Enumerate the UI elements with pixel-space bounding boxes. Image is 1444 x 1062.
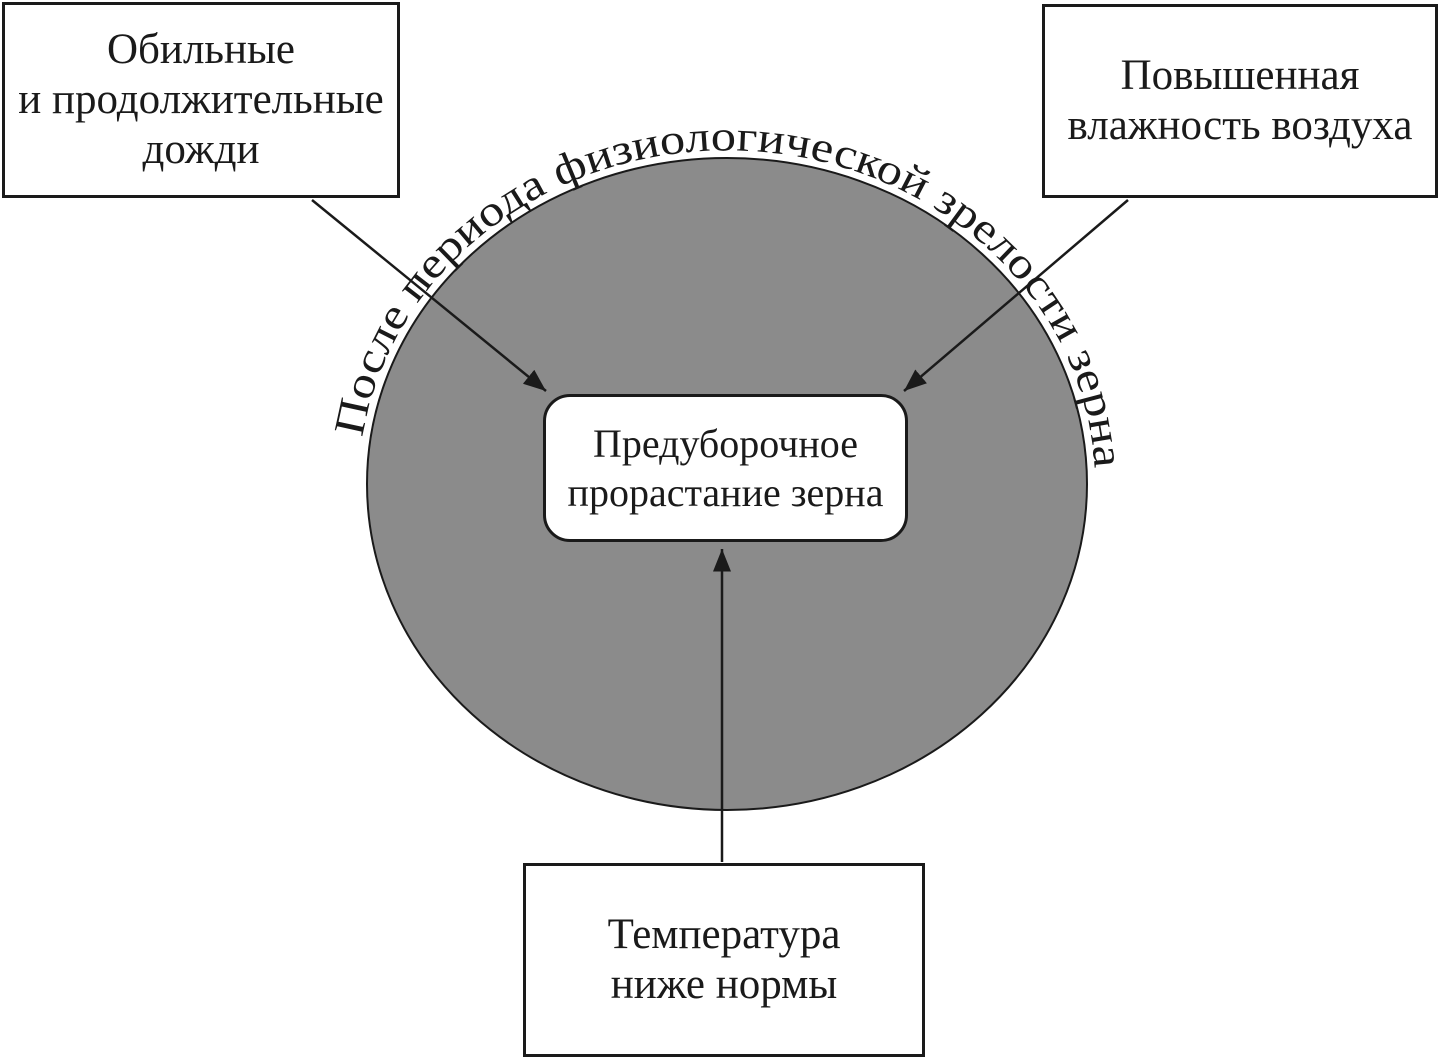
factor-box-humidity-line1: Повышенная xyxy=(1120,52,1360,99)
center-box-line2: прорастание зерна xyxy=(567,470,884,515)
arc-label-text: После периода физиологической зрелости зерна xyxy=(325,113,1132,467)
factor-box-rains-line1: Обильные xyxy=(107,26,295,73)
center-box-line1: Предуборочное xyxy=(592,421,859,466)
factor-box-humidity-line2: влажность воздуха xyxy=(1067,102,1413,149)
factor-box-temperature-line2: ниже нормы xyxy=(610,961,838,1008)
factor-box-rains-line2: и продолжительные xyxy=(18,76,384,123)
factor-box-rains xyxy=(2,2,400,198)
factor-box-temperature xyxy=(523,863,925,1057)
factor-box-humidity xyxy=(1042,4,1438,198)
center-box-germination xyxy=(543,394,908,542)
factor-box-rains-line3: дожди xyxy=(142,126,260,173)
factor-box-temperature-line1: Температура xyxy=(607,911,841,958)
